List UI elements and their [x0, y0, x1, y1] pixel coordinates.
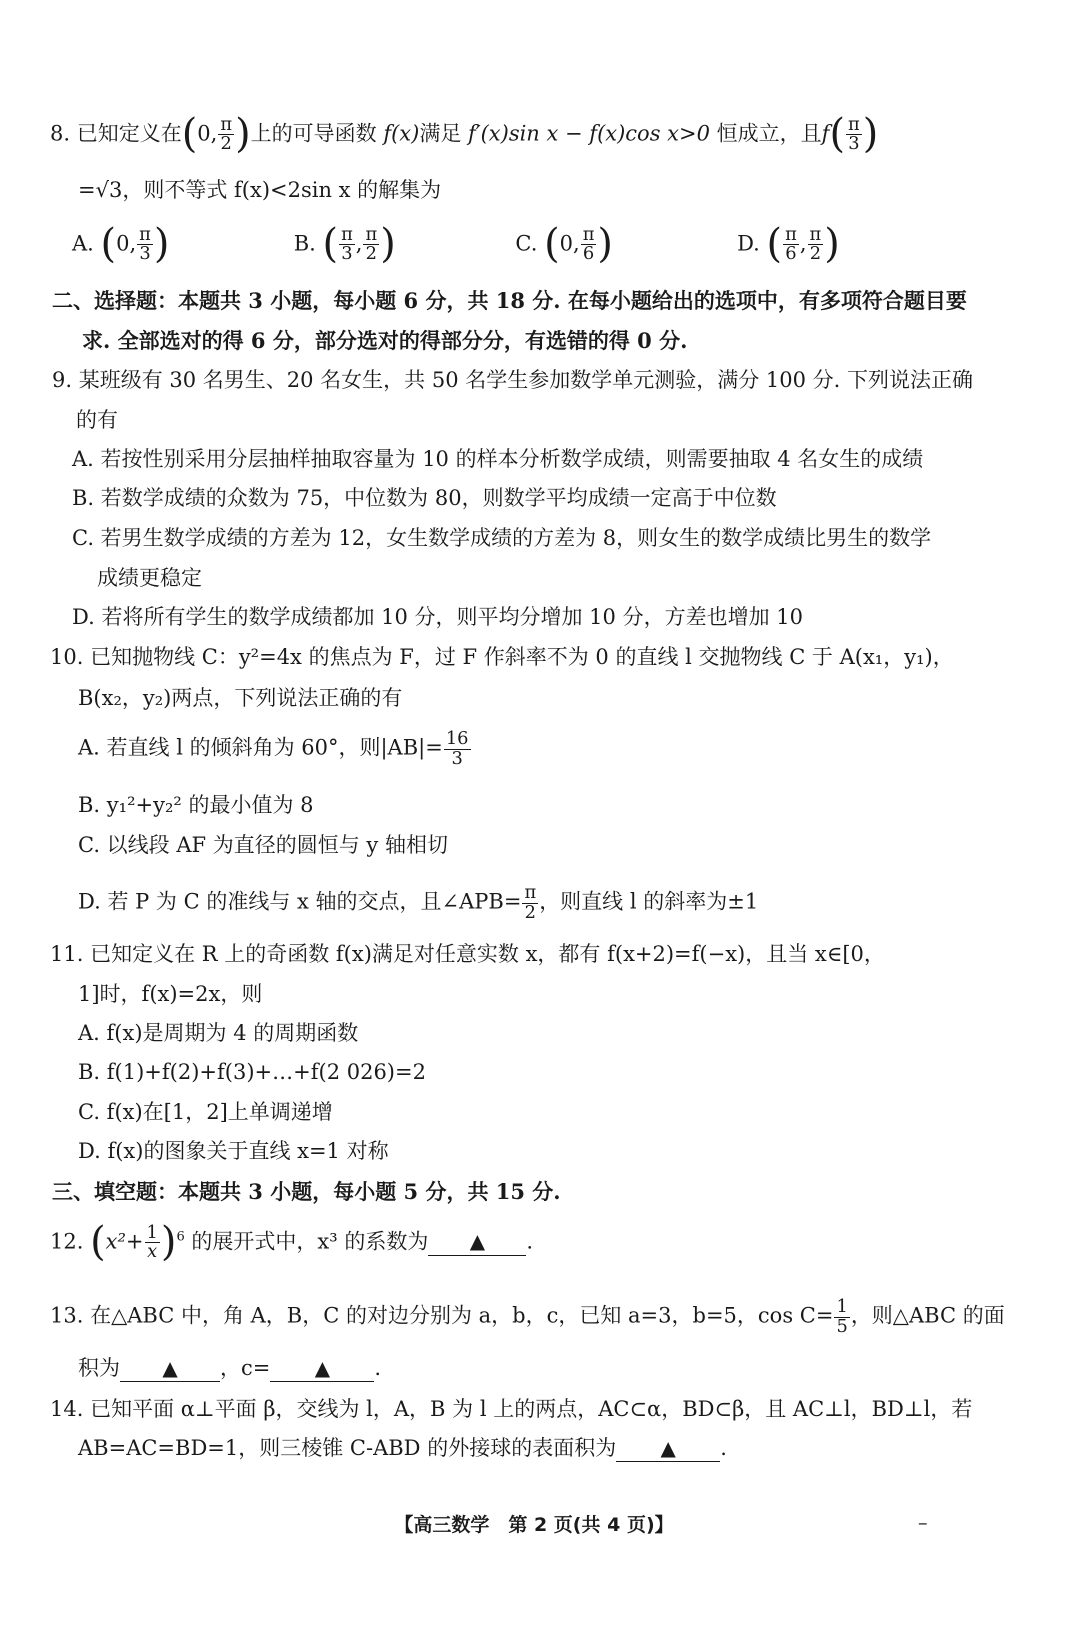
q8-choices — [72, 221, 952, 267]
choice-label: A. — [72, 231, 94, 256]
q8-choice-c — [515, 221, 730, 267]
q8-zero: 0, — [197, 121, 218, 146]
frac-den: x — [147, 1241, 158, 1263]
paren-left: ( — [90, 1219, 106, 1265]
option-text: D. 若 P 为 C 的准线与 x 轴的交点，且∠APB= — [78, 889, 522, 914]
choice-label: C. — [515, 231, 538, 256]
paren-right: ) — [153, 221, 170, 267]
q12-term: x²+ — [105, 1229, 144, 1254]
q10-option-b: B. y₁²+y₂² 的最小值为 8 — [78, 793, 314, 817]
q13-text: 积为 — [78, 1356, 120, 1380]
q8-fx: f(x) — [383, 121, 420, 146]
period: . — [374, 1356, 382, 1380]
triangle-icon: ▲ — [162, 1356, 178, 1380]
frac-den: 2 — [220, 133, 232, 155]
q9-line2: 的有 — [76, 408, 118, 432]
q13-text: ，则△ABC 的面 — [850, 1303, 1005, 1328]
answer-blank[interactable] — [616, 1436, 720, 1462]
q8-choice-d — [737, 221, 952, 267]
option-text: ，则直线 l 的斜率为±1 — [539, 889, 759, 914]
answer-blank-c[interactable] — [270, 1356, 374, 1382]
q10-line1: 10. 已知抛物线 C：y²=4x 的焦点为 F，过 F 作斜率不为 0 的直线 l 交抛物线 C 于 A(x₁，y₁)， — [50, 645, 954, 669]
frac-den: 6 — [785, 243, 797, 265]
q8-choice-a — [72, 221, 287, 267]
q8-text-d: 恒成立，且 — [716, 121, 822, 146]
q8-line2: =√3，则不等式 f(x)<2sin x 的解集为 — [78, 178, 442, 202]
comma: , — [355, 231, 363, 256]
fraction-16-3 — [444, 730, 471, 768]
frac-num: π — [582, 223, 595, 245]
q12-text: 的展开式中，x³ 的系数为 — [184, 1229, 429, 1254]
paren-left: ( — [181, 111, 198, 157]
footer-dash: – — [918, 1512, 928, 1534]
period: . — [720, 1436, 727, 1460]
triangle-icon: ▲ — [469, 1229, 486, 1254]
paren-left: ( — [100, 221, 117, 267]
triangle-icon: ▲ — [660, 1436, 676, 1460]
fraction — [137, 223, 153, 265]
q8-text-c: 满足 — [419, 121, 462, 146]
page-footer: 【高三数学 第 2 页(共 4 页)】 — [394, 1514, 674, 1536]
q11-option-b: B. f(1)+f(2)+f(3)+…+f(2 026)=2 — [78, 1060, 426, 1084]
option-text: A. 若直线 l 的倾斜角为 60°，则|AB|= — [78, 735, 443, 760]
frac-num: 1 — [146, 1221, 158, 1243]
fraction-pi-2 — [218, 113, 234, 155]
frac-num: π — [220, 113, 233, 135]
choice-label: D. — [737, 231, 760, 256]
q11-option-a: A. f(x)是周期为 4 的周期函数 — [78, 1021, 359, 1045]
q8-text-b: 上的可导函数 — [250, 121, 377, 146]
q11-line1: 11. 已知定义在 R 上的奇函数 f(x)满足对任意实数 x，都有 f(x+2)=f(−x)，且当 x∈[0， — [50, 942, 885, 966]
section3-heading: 三、填空题：本题共 3 小题，每小题 5 分，共 15 分. — [52, 1179, 561, 1204]
q10-option-c: C. 以线段 AF 为直径的圆恒与 y 轴相切 — [78, 833, 448, 857]
period: . — [526, 1229, 534, 1254]
q8-f: f — [821, 121, 830, 146]
paren-left: ( — [829, 111, 846, 157]
fraction-pi-3 — [846, 113, 862, 155]
frac-num: 16 — [445, 728, 469, 749]
frac-den: 2 — [809, 243, 822, 265]
paren-right: ) — [380, 221, 396, 267]
fraction — [339, 223, 355, 265]
q8-inequality: f′(x)sin x − f(x)cos x>0 — [468, 121, 710, 146]
q9-option-b: B. 若数学成绩的众数为 75，中位数为 80，则数学平均成绩一定高于中位数 — [72, 486, 777, 510]
paren-left: ( — [766, 221, 783, 267]
frac-den: 2 — [524, 901, 536, 923]
fraction — [363, 223, 379, 265]
q14-text: AB=AC=BD=1，则三棱锥 C-ABD 的外接球的表面积为 — [78, 1436, 617, 1460]
q10-line2: B(x₂，y₂)两点，下列说法正确的有 — [78, 686, 403, 710]
fraction — [783, 223, 799, 265]
fraction — [808, 223, 824, 265]
q9-option-c-line1: C. 若男生数学成绩的方差为 12，女生数学成绩的方差为 8，则女生的数学成绩比男生的数学 — [72, 526, 932, 550]
comma: , — [799, 231, 807, 256]
frac-num: π — [341, 223, 353, 245]
fraction — [581, 223, 597, 265]
q10-option-d — [78, 884, 758, 922]
q13-line2 — [78, 1356, 381, 1382]
exponent: 6 — [176, 1229, 185, 1245]
section2-heading-line2: 求. 全部选对的得 6 分，部分选对的得部分分，有选错的得 0 分. — [82, 328, 688, 353]
q13-text: ，c= — [220, 1356, 271, 1380]
section2-heading-line1: 二、选择题：本题共 3 小题，每小题 6 分，共 18 分. 在每小题给出的选项中，有多项符合题目要 — [52, 288, 967, 313]
choice-label: B. — [293, 231, 316, 256]
paren-right: ) — [862, 111, 879, 157]
frac-den: 3 — [139, 243, 151, 265]
q13-line1 — [50, 1298, 1005, 1336]
paren-right: ) — [235, 111, 251, 157]
frac-num: π — [785, 223, 797, 245]
q9-option-a: A. 若按性别采用分层抽样抽取容量为 10 的样本分析数学成绩，则需要抽取 4 名女生的成绩 — [72, 447, 924, 471]
q9-line1: 9. 某班级有 30 名男生、20 名女生，共 50 名学生参加数学单元测验，满分 100 分. 下列说法正确 — [52, 368, 974, 392]
frac-den: 5 — [836, 1315, 848, 1337]
q14-line2 — [78, 1436, 727, 1462]
q9-option-d: D. 若将所有学生的数学成绩都加 10 分，则平均分增加 10 分，方差也增加 10 — [72, 605, 803, 629]
q11-line2: 1]时，f(x)=2x，则 — [78, 982, 263, 1006]
q12 — [50, 1219, 534, 1265]
q11-option-c: C. f(x)在[1，2]上单调递增 — [78, 1100, 333, 1124]
fraction-1-x — [145, 1221, 160, 1263]
paren-left: ( — [544, 221, 560, 267]
frac-num: π — [848, 113, 860, 135]
zero: 0, — [559, 231, 580, 256]
paren-left: ( — [322, 221, 339, 267]
answer-blank[interactable] — [428, 1229, 526, 1255]
frac-num: π — [809, 223, 822, 245]
q14-line1: 14. 已知平面 α⊥平面 β，交线为 l，A，B 为 l 上的两点，AC⊂α，BD⊂β，且 AC⊥l，BD⊥l，若 — [50, 1397, 973, 1421]
q13-text: 13. 在△ABC 中，角 A，B，C 的对边分别为 a，b，c，已知 a=3，b=5，cos C= — [50, 1303, 834, 1328]
q8-text-a: 8. 已知定义在 — [50, 121, 182, 146]
zero: 0, — [116, 231, 137, 256]
frac-num: 1 — [836, 1296, 848, 1317]
fraction-1-5 — [834, 1298, 849, 1336]
paren-right: ) — [160, 1219, 177, 1265]
q12-number: 12. — [50, 1229, 84, 1254]
frac-den: 2 — [365, 243, 378, 265]
frac-num: π — [365, 223, 378, 245]
frac-den: 3 — [848, 133, 860, 155]
fraction-pi-2 — [522, 884, 538, 922]
frac-den: 3 — [341, 243, 353, 265]
frac-num: π — [139, 223, 151, 245]
q10-option-a — [78, 730, 472, 768]
frac-num: π — [524, 882, 537, 903]
frac-den: 3 — [451, 747, 463, 769]
paren-right: ) — [824, 221, 840, 267]
answer-blank-area[interactable] — [120, 1356, 220, 1382]
paren-right: ) — [597, 221, 613, 267]
frac-den: 6 — [582, 243, 595, 265]
q9-option-c-line2: 成绩更稳定 — [97, 566, 202, 590]
triangle-icon: ▲ — [314, 1356, 331, 1380]
q11-option-d: D. f(x)的图象关于直线 x=1 对称 — [78, 1139, 389, 1163]
q8-choice-b — [293, 221, 509, 267]
q8-line1 — [50, 111, 879, 157]
